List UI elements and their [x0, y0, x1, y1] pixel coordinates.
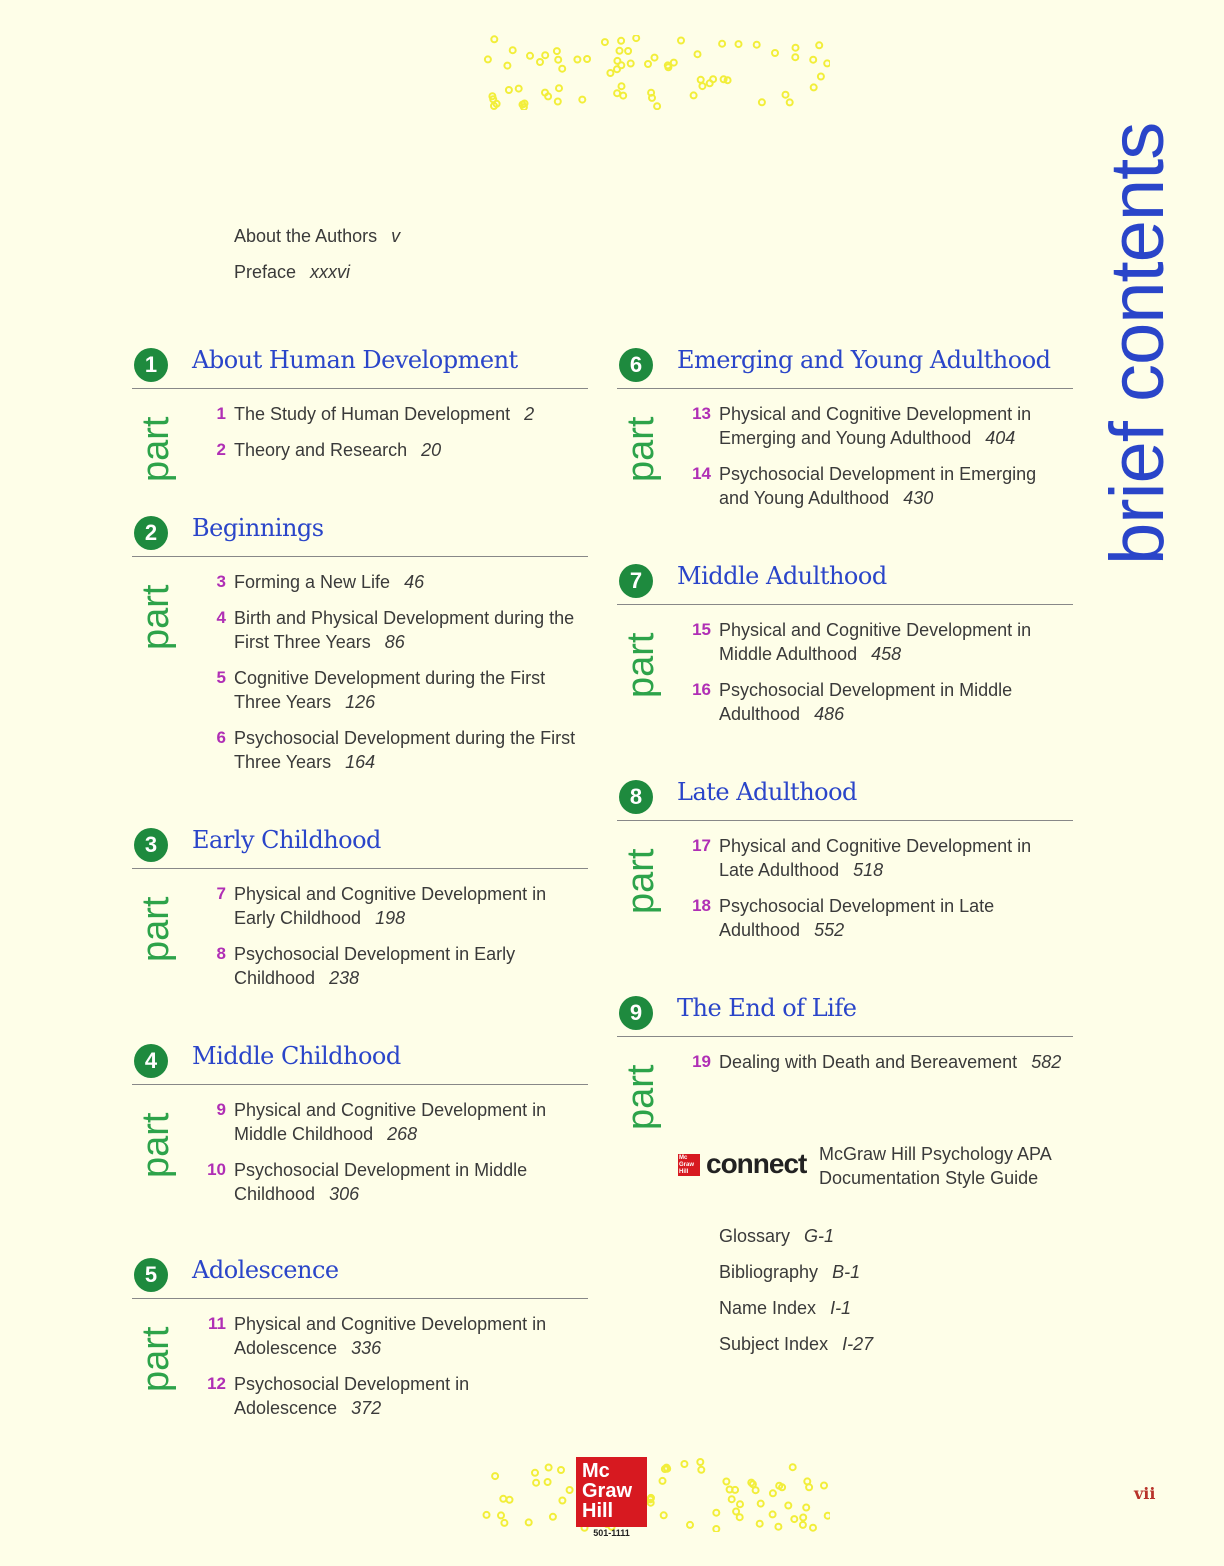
decorative-dot — [559, 66, 565, 72]
part-number-badge: 2 — [134, 516, 168, 550]
part-header — [617, 562, 1073, 605]
chapter-title: Psychosocial Development in Emerging and Young Adulthood — [719, 464, 1037, 508]
decorative-dot — [695, 51, 701, 57]
chapter-item — [202, 1372, 582, 1420]
chapter-page: 430 — [903, 488, 934, 508]
decorative-dot — [555, 99, 561, 105]
part-title: Emerging and Young Adulthood — [677, 346, 1051, 374]
decorative-dot — [791, 1516, 797, 1522]
part-label: part — [620, 416, 662, 482]
chapter-title: Physical and Cognitive Development in Emerging and Young Adulthood — [719, 404, 1032, 448]
chapter-list — [202, 882, 582, 1002]
decorative-dot — [618, 38, 624, 44]
decorative-dot — [526, 1519, 532, 1525]
part-section — [132, 826, 588, 988]
chapter-title: Psychosocial Development in Adolescence — [234, 1374, 470, 1418]
chapter-number: 15 — [692, 620, 711, 639]
part-number-badge: 5 — [134, 1258, 168, 1292]
decorative-dot — [816, 42, 822, 48]
decorative-dot — [500, 1496, 506, 1502]
decorative-dot — [818, 74, 824, 80]
decorative-dot — [754, 42, 760, 48]
chapter-title: The Study of Human Development — [234, 404, 511, 424]
part-number-badge: 8 — [619, 780, 653, 814]
part-number-badge: 6 — [619, 348, 653, 382]
chapter-number: 8 — [216, 944, 226, 963]
part-header — [617, 994, 1073, 1037]
decorative-dot — [527, 53, 533, 59]
decorative-dot — [516, 86, 522, 92]
chapter-number: 2 — [216, 440, 226, 459]
chapter-number: 4 — [216, 608, 226, 627]
decorative-dot — [800, 1515, 806, 1521]
decorative-dot — [719, 41, 725, 47]
decorative-dot — [559, 1498, 565, 1504]
part-title: The End of Life — [677, 994, 857, 1022]
decorative-dot — [649, 95, 655, 101]
chapter-list — [202, 402, 582, 474]
decorative-dot — [555, 57, 561, 63]
part-number-badge: 3 — [134, 828, 168, 862]
part-label: part — [135, 1112, 177, 1178]
chapter-title: Physical and Cognitive Development in Late Adulthood — [719, 836, 1032, 880]
part-title: About Human Development — [192, 346, 518, 374]
chapter-item — [687, 618, 1067, 666]
front-matter-item: About the Authors v — [234, 226, 401, 246]
chapter-page: 164 — [345, 752, 376, 772]
decorative-dot — [757, 1521, 763, 1527]
part-title: Middle Adulthood — [677, 562, 887, 590]
decorative-dots-bottom — [480, 1457, 830, 1532]
decorative-dot — [652, 55, 658, 61]
decorative-dot — [614, 58, 620, 64]
decorative-dot — [554, 48, 560, 54]
decorative-dot — [492, 1473, 498, 1479]
chapter-page: 238 — [329, 968, 360, 988]
chapter-page: 198 — [375, 908, 406, 928]
decorative-dot — [770, 1490, 776, 1496]
decorative-dot — [775, 1524, 781, 1530]
chapter-list — [687, 834, 1067, 954]
brief-contents-title: brief contents — [1095, 122, 1180, 565]
decorative-dot — [785, 1503, 791, 1509]
part-section — [617, 778, 1073, 940]
decorative-dot — [821, 1483, 827, 1489]
part-section — [132, 514, 588, 772]
chapter-number: 6 — [216, 728, 226, 747]
decorative-dot — [545, 1479, 551, 1485]
part-section — [132, 1042, 588, 1204]
decorative-dot — [501, 1520, 507, 1526]
decorative-dot — [620, 93, 626, 99]
decorative-dot — [546, 1465, 552, 1471]
part-label: part — [135, 1326, 177, 1392]
chapter-number: 3 — [216, 572, 226, 591]
chapter-title: Forming a New Life — [234, 572, 391, 592]
chapter-title: Psychosocial Development in Middle Adulthood — [719, 680, 1013, 724]
decorative-dot — [713, 1526, 719, 1532]
decorative-dot — [783, 92, 789, 98]
decorative-dot — [542, 52, 548, 58]
chapter-list — [687, 618, 1067, 738]
part-header — [132, 514, 588, 557]
chapter-number: 1 — [216, 404, 226, 423]
back-matter-item: Bibliography B-1 — [719, 1262, 861, 1282]
chapter-page: 372 — [351, 1398, 382, 1418]
page-number: vii — [1134, 1484, 1156, 1503]
chapter-title: Physical and Cognitive Development in Early Childhood — [234, 884, 547, 928]
chapter-title: Dealing with Death and Bereavement — [719, 1052, 1018, 1072]
chapter-title: Birth and Physical Development during the First Three Years — [234, 608, 575, 652]
chapter-number: 9 — [216, 1100, 226, 1119]
part-title: Middle Childhood — [192, 1042, 401, 1070]
chapter-title: Psychosocial Development in Middle Childhood — [234, 1160, 528, 1204]
chapter-page: 268 — [387, 1124, 418, 1144]
chapter-page: 126 — [345, 692, 376, 712]
part-label: part — [135, 416, 177, 482]
decorative-dot — [532, 1470, 538, 1476]
decorative-dot — [648, 1495, 654, 1501]
chapter-number: 19 — [692, 1052, 711, 1071]
decorative-dot — [617, 48, 623, 54]
part-header — [617, 346, 1073, 389]
decorative-dot — [660, 1478, 666, 1484]
chapter-number: 12 — [207, 1374, 226, 1393]
decorative-dot — [770, 1511, 776, 1517]
decorative-dot — [567, 1487, 573, 1493]
part-number-badge: 7 — [619, 564, 653, 598]
decorative-dot — [579, 97, 585, 103]
decorative-dot — [787, 99, 793, 105]
chapter-item — [202, 942, 582, 990]
decorative-dot — [713, 1510, 719, 1516]
decorative-dot — [811, 84, 817, 90]
chapter-number: 7 — [216, 884, 226, 903]
decorative-dot — [510, 47, 516, 53]
decorative-dot — [736, 41, 742, 47]
chapter-item — [202, 1098, 582, 1146]
decorative-dot — [772, 50, 778, 56]
chapter-page: 486 — [814, 704, 845, 724]
decorative-dot — [625, 48, 631, 54]
chapter-number: 17 — [692, 836, 711, 855]
chapter-page: 336 — [351, 1338, 382, 1358]
chapter-item — [202, 438, 582, 462]
chapter-list — [202, 1098, 582, 1218]
mcgraw-hill-logo: Mc Graw Hill — [576, 1457, 647, 1527]
chapter-item — [202, 606, 582, 654]
chapter-number: 13 — [692, 404, 711, 423]
chapter-title: Physical and Cognitive Development in Middle Adulthood — [719, 620, 1032, 664]
part-number-badge: 9 — [619, 996, 653, 1030]
decorative-dot — [806, 1484, 812, 1490]
part-header — [132, 346, 588, 389]
decorative-dot — [824, 60, 830, 66]
logo-code: 501-1111 — [593, 1528, 630, 1538]
chapter-page: 20 — [421, 440, 442, 460]
part-number-badge: 1 — [134, 348, 168, 382]
chapter-page: 306 — [329, 1184, 360, 1204]
chapter-title: Physical and Cognitive Development in Middle Childhood — [234, 1100, 547, 1144]
decorative-dot — [699, 83, 705, 89]
chapter-title: Psychosocial Development during the First Three Years — [234, 728, 576, 772]
decorative-dot — [732, 1487, 738, 1493]
decorative-dot — [665, 64, 671, 70]
decorative-dot — [733, 1509, 739, 1515]
back-matter-list — [719, 1226, 873, 1370]
decorative-dot — [628, 61, 634, 67]
decorative-dot — [614, 90, 620, 96]
part-label: part — [620, 632, 662, 698]
chapter-page: 518 — [853, 860, 884, 880]
part-label: part — [135, 584, 177, 650]
decorative-dot — [825, 1513, 830, 1519]
decorative-dot — [645, 61, 651, 67]
part-header — [132, 1042, 588, 1085]
decorative-dot — [485, 56, 491, 62]
front-matter-item: Preface xxxvi — [234, 262, 351, 282]
part-section — [617, 346, 1073, 508]
part-label: part — [620, 1064, 662, 1130]
decorative-dot — [533, 1480, 539, 1486]
decorative-dot — [800, 1522, 806, 1528]
back-matter-item: Glossary G-1 — [719, 1226, 835, 1246]
part-header — [617, 778, 1073, 821]
part-section — [132, 346, 588, 482]
decorative-dot — [661, 1512, 667, 1518]
chapter-title: Cognitive Development during the First Three Years — [234, 668, 546, 712]
chapter-number: 5 — [216, 668, 226, 687]
decorative-dot — [491, 36, 497, 42]
decorative-dot — [654, 103, 660, 109]
decorative-dot — [723, 1479, 729, 1485]
decorative-dot — [507, 1497, 513, 1503]
decorative-dot — [790, 1464, 796, 1470]
decorative-dots-top — [480, 35, 830, 110]
decorative-dot — [681, 1461, 687, 1467]
decorative-dot — [697, 1459, 703, 1465]
part-section — [132, 1256, 588, 1418]
chapter-number: 10 — [207, 1160, 226, 1179]
chapter-item — [687, 678, 1067, 726]
decorative-dot — [558, 1467, 564, 1473]
part-title: Beginnings — [192, 514, 324, 542]
chapter-list — [687, 1050, 1067, 1110]
decorative-dot — [793, 45, 799, 51]
chapter-item — [202, 570, 582, 594]
chapter-number: 14 — [692, 464, 711, 483]
decorative-dot — [607, 70, 613, 76]
chapter-page: 458 — [871, 644, 902, 664]
decorative-dot — [810, 1525, 816, 1531]
part-label: part — [135, 896, 177, 962]
chapter-page: 2 — [524, 404, 535, 424]
decorative-dot — [759, 99, 765, 105]
decorative-dot — [550, 1514, 556, 1520]
decorative-dot — [556, 85, 562, 91]
chapter-title: Physical and Cognitive Development in Adolescence — [234, 1314, 547, 1358]
part-section — [617, 994, 1073, 1130]
connect-logo-word: connect — [706, 1148, 807, 1179]
back-matter-item: Subject Index I-27 — [719, 1334, 874, 1354]
chapter-page: 404 — [985, 428, 1016, 448]
decorative-dot — [737, 1501, 743, 1507]
chapter-page: 582 — [1031, 1052, 1062, 1072]
connect-resource — [678, 1142, 1078, 1202]
chapter-item — [202, 402, 582, 426]
chapter-page: 86 — [384, 632, 405, 652]
part-title: Late Adulthood — [677, 778, 857, 806]
decorative-dot — [574, 57, 580, 63]
chapter-page: 552 — [814, 920, 845, 940]
chapter-list — [687, 402, 1067, 522]
chapter-number: 18 — [692, 896, 711, 915]
decorative-dot — [619, 83, 625, 89]
part-label: part — [620, 848, 662, 914]
chapter-number: 11 — [208, 1314, 226, 1333]
decorative-dot — [498, 1512, 504, 1518]
chapter-title: Theory and Research — [234, 440, 408, 460]
connect-description: McGraw Hill Psychology APA Documentation Style Guide — [819, 1144, 1052, 1188]
part-number-badge: 4 — [134, 1044, 168, 1078]
chapter-number: 16 — [692, 680, 711, 699]
decorative-dot — [537, 59, 543, 65]
decorative-dot — [542, 90, 548, 96]
decorative-dot — [602, 39, 608, 45]
decorative-dot — [504, 63, 510, 69]
back-matter-item: Name Index I-1 — [719, 1298, 852, 1318]
chapter-title: Psychosocial Development in Late Adulthood — [719, 896, 995, 940]
part-header — [132, 826, 588, 869]
decorative-dot — [698, 77, 704, 83]
chapter-list — [202, 570, 582, 786]
chapter-item — [687, 402, 1067, 450]
chapter-item — [687, 462, 1067, 510]
decorative-dot — [792, 54, 798, 60]
decorative-dot — [691, 92, 697, 98]
decorative-dot — [698, 1467, 704, 1473]
chapter-item — [202, 1158, 582, 1206]
part-section — [617, 562, 1073, 724]
decorative-dot — [803, 1505, 809, 1511]
part-header — [132, 1256, 588, 1299]
chapter-item — [687, 834, 1067, 882]
decorative-dot — [710, 76, 716, 82]
decorative-dot — [484, 1512, 490, 1518]
mcgraw-hill-small-logo: Mc Graw Hill — [678, 1154, 700, 1176]
chapter-page: 46 — [404, 572, 425, 592]
decorative-dot — [584, 56, 590, 62]
decorative-dot — [729, 1496, 735, 1502]
decorative-dot — [687, 1522, 693, 1528]
decorative-dot — [721, 76, 727, 82]
chapter-item — [202, 666, 582, 714]
chapter-item — [202, 1312, 582, 1360]
decorative-dot — [678, 38, 684, 44]
chapter-item — [202, 882, 582, 930]
decorative-dot — [810, 57, 816, 63]
decorative-dot — [633, 35, 639, 41]
decorative-dot — [506, 87, 512, 93]
chapter-item — [687, 894, 1067, 942]
chapter-list — [202, 1312, 582, 1432]
part-title: Adolescence — [192, 1256, 339, 1284]
part-title: Early Childhood — [192, 826, 381, 854]
decorative-dot — [758, 1501, 764, 1507]
chapter-item — [202, 726, 582, 774]
chapter-title: Psychosocial Development in Early Childhood — [234, 944, 516, 988]
chapter-item — [687, 1050, 1067, 1098]
